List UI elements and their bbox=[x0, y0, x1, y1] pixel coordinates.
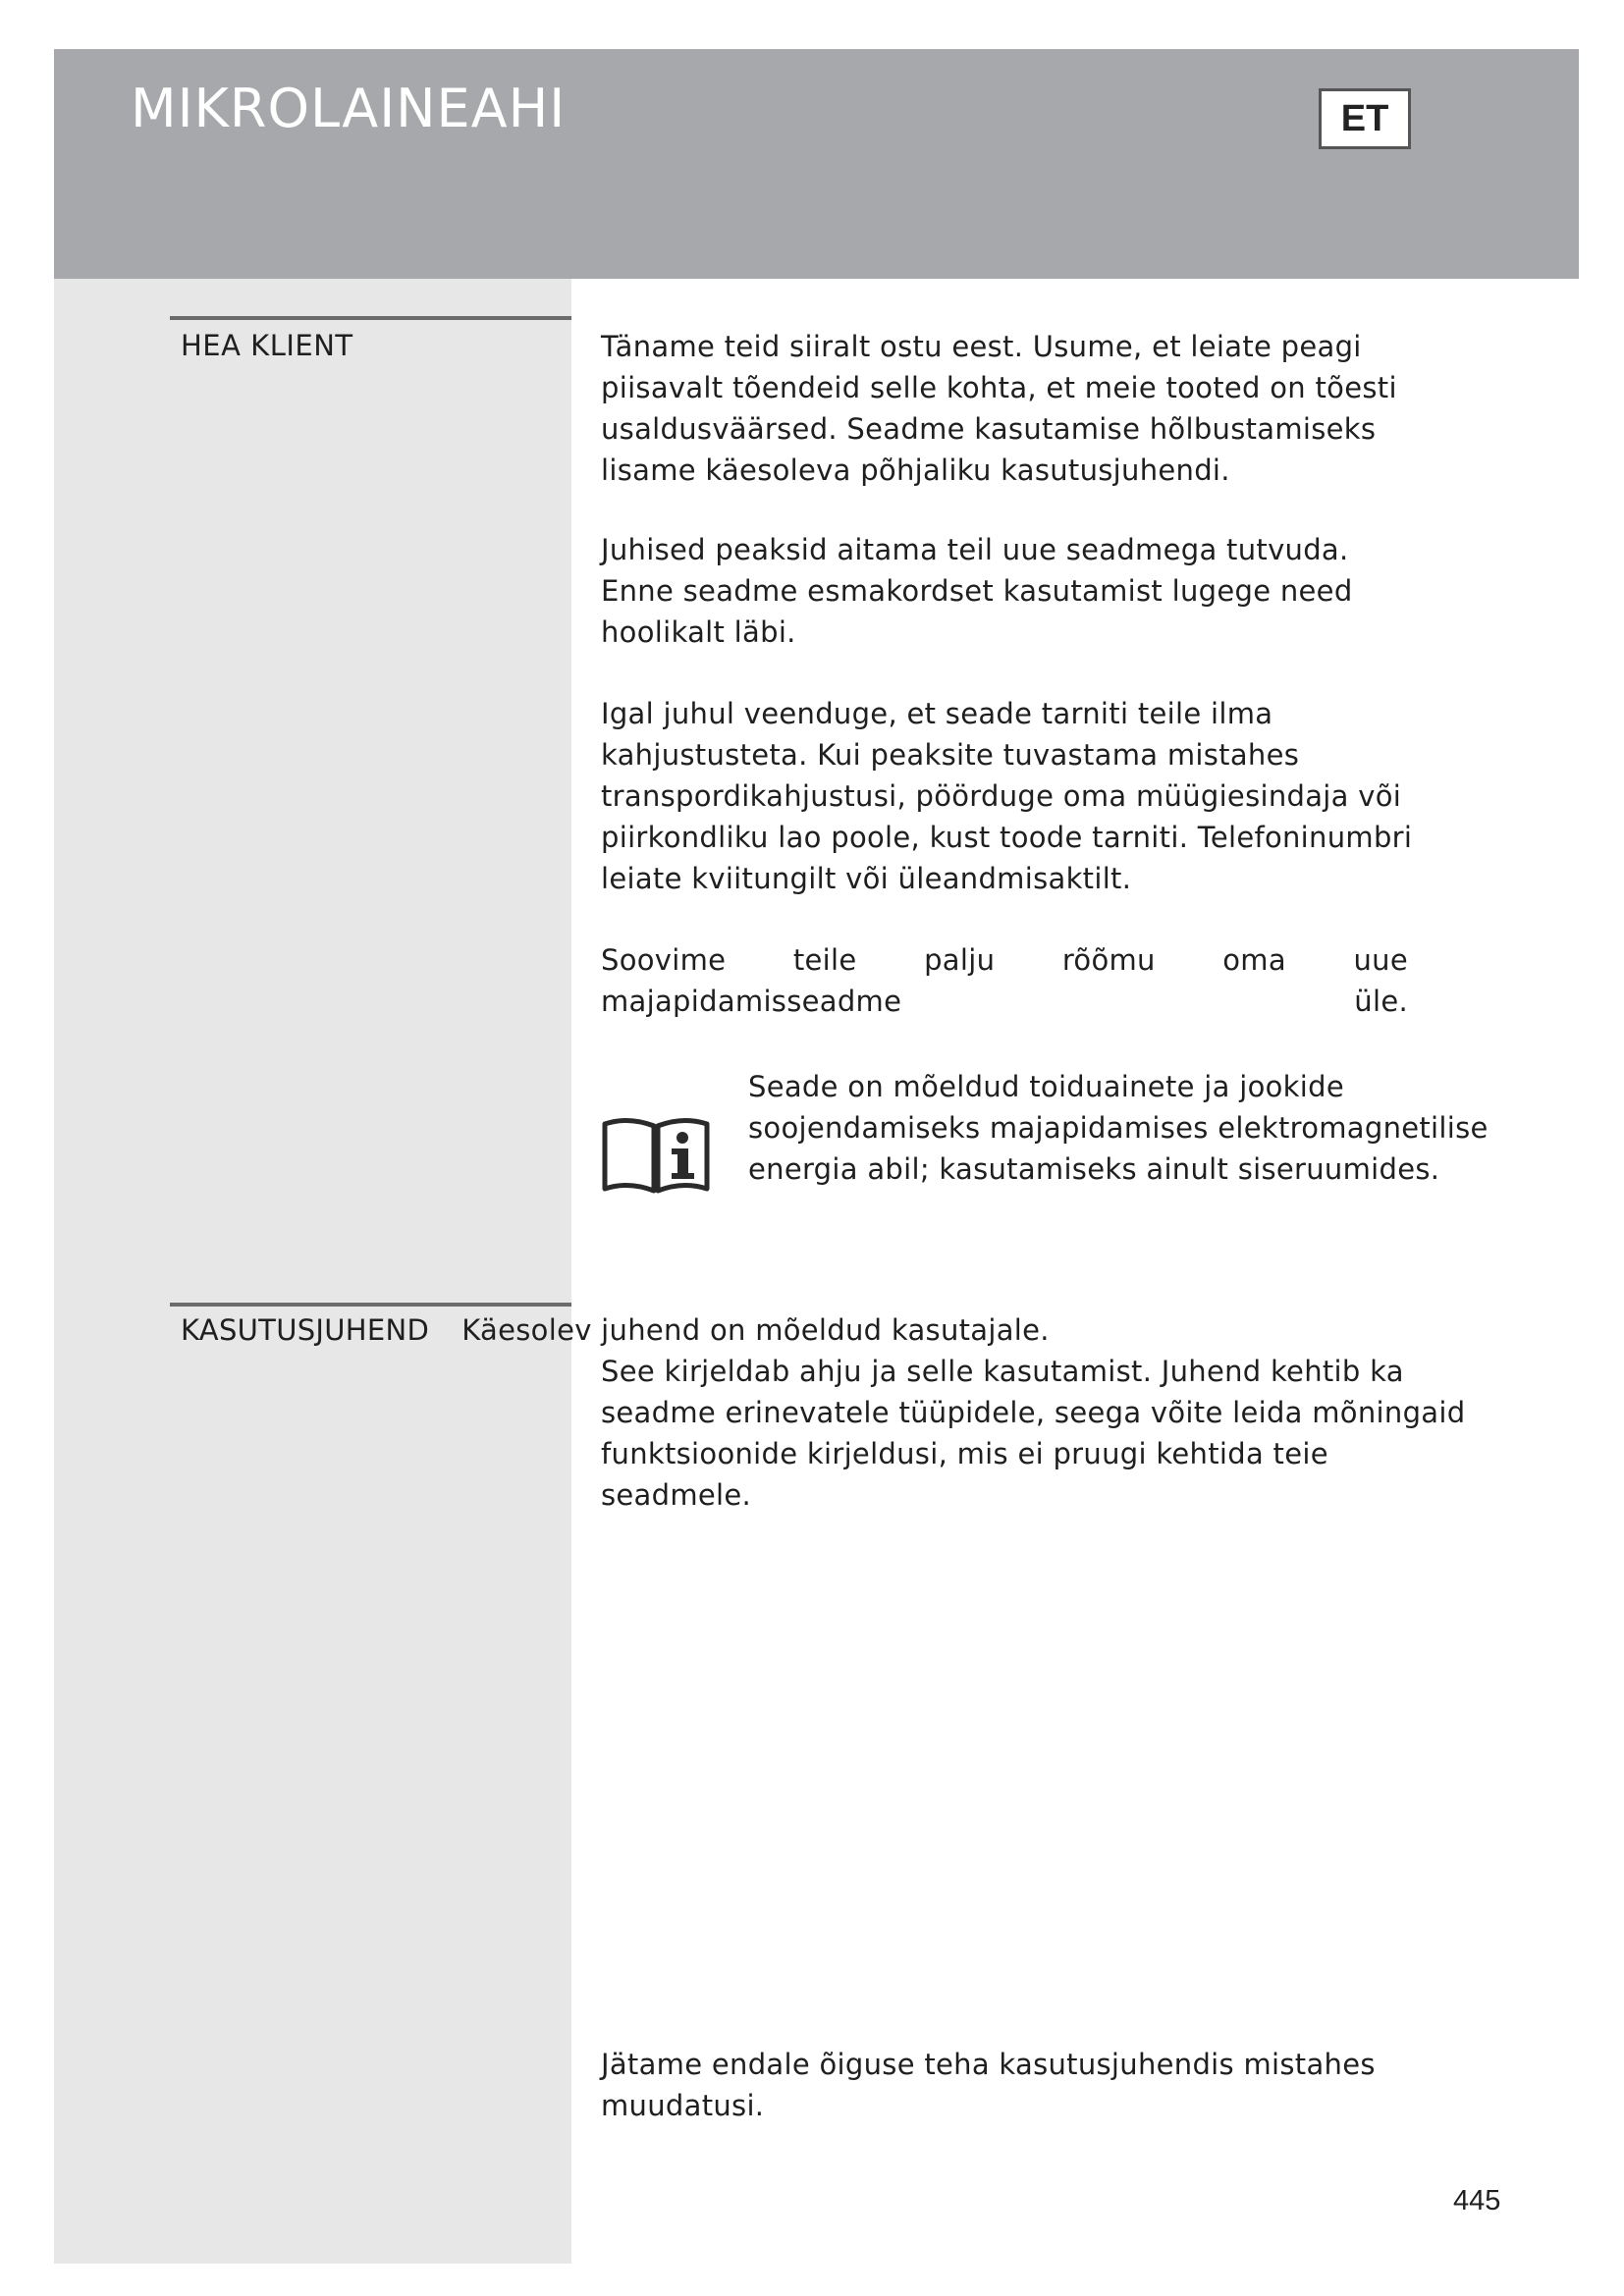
manual-info-icon bbox=[601, 1112, 711, 1197]
manual-paragraph: See kirjeldab ahju ja selle kasutamist. Juhend kehtib ka seadme erinevatele tüüpidele, seega võite leida mõningaid funktsioonide kirjeldusi, mis ei pruugi kehtida teie seadmele. bbox=[601, 1355, 1466, 1512]
sidebar-column bbox=[54, 279, 571, 2264]
manual-first-line: Käesolev juhend on mõeldud kasutajale. bbox=[461, 1313, 1050, 1347]
section-label-manual: KASUTUSJUHEND bbox=[181, 1313, 430, 1347]
page-number: 445 bbox=[1453, 2185, 1501, 2216]
section-label-dear-customer: HEA KLIENT bbox=[181, 329, 353, 362]
section-divider bbox=[170, 316, 571, 320]
intro-paragraph-3: Igal juhul veenduge, et seade tarniti teile ilma kahjustusteta. Kui peaksite tuvastama mistahes transpordikahjustusi, pöörduge oma müügiesindaja või piirkondliku lao poole, kust toode tarniti. Telefoninumbri leiate kviitungilt või üleandmisaktilt. bbox=[601, 697, 1413, 895]
notice-text: Seade on mõeldud toiduainete ja jookide soojendamiseks majapidamises elektromagnetilise energia abil; kasutamiseks ainult siseruumides. bbox=[748, 1070, 1489, 1186]
intro-paragraph-1: Täname teid siiralt ostu eest. Usume, et leiate peagi piisavalt tõendeid selle kohta, et meie tooted on tõesti usaldusväärsed. Seadme kasutamise hõlbustamiseks lisame käesoleva põhjaliku kasutusjuhendi. bbox=[601, 330, 1397, 487]
intro-paragraph-2: Juhised peaksid aitama teil uue seadmega tutvuda. Enne seadme esmakordset kasutamist lugege need hoolikalt läbi. bbox=[601, 533, 1353, 649]
disclaimer-paragraph: Jätame endale õiguse teha kasutusjuhendis mistahes muudatusi. bbox=[601, 2048, 1376, 2122]
section-divider bbox=[170, 1303, 571, 1307]
intro-paragraph-4: Soovime teile palju rõõmu oma uue majapidamisseadme üle. bbox=[601, 943, 1408, 1018]
page-title: MIKROLAINEAHI bbox=[131, 78, 567, 139]
manual-heading-line bbox=[181, 1309, 1050, 1351]
language-badge: ET bbox=[1319, 88, 1411, 149]
